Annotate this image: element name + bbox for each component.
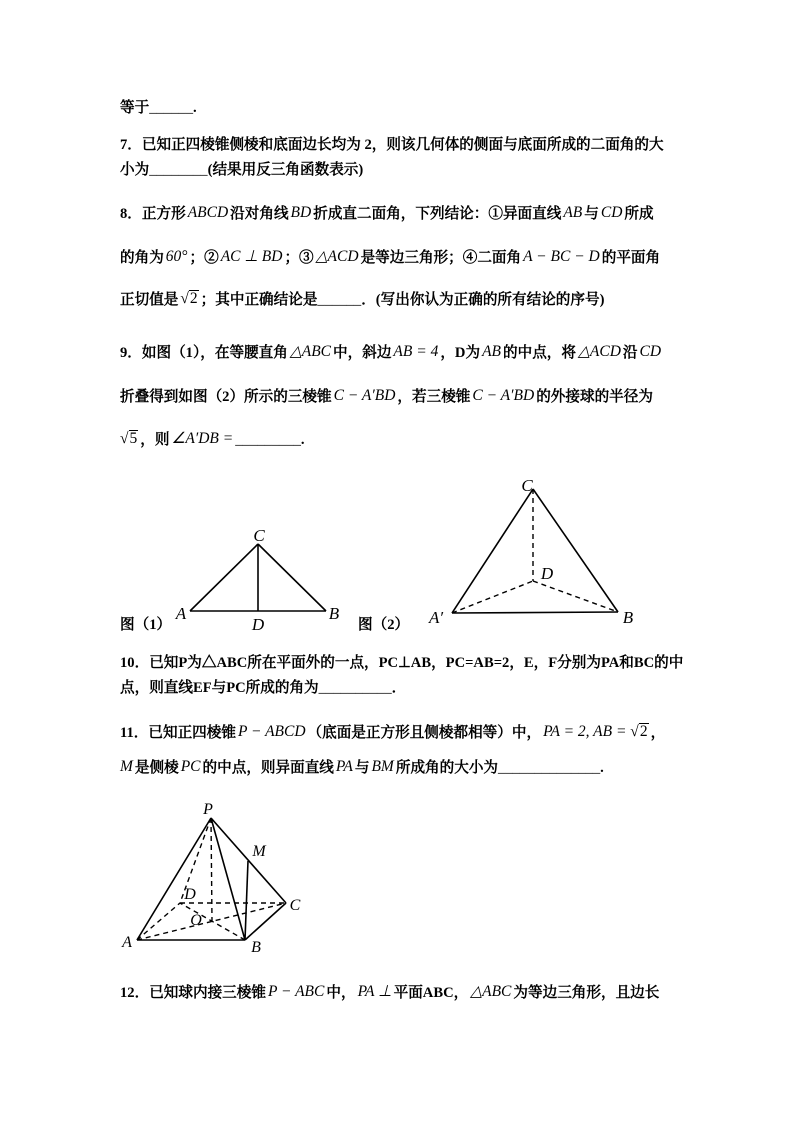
q9-math-triangle-abc: △ABC bbox=[289, 343, 332, 360]
q11-text: 所成角的大小为 bbox=[395, 760, 499, 776]
q8-text: 折成直二面角，下列结论：①异面直线 bbox=[313, 206, 562, 222]
q7-text: 7．已知正四棱锥侧棱和底面边长均为 2，则该几何体的侧面与底面所成的二面角的大 bbox=[120, 137, 664, 153]
fig2-label-c: C bbox=[521, 476, 533, 495]
fig1-edge-cb bbox=[258, 544, 326, 611]
q9-text: 的中点，将 bbox=[503, 345, 576, 361]
q12-math-triangle: △ABC bbox=[470, 983, 512, 1000]
q9-text: ，则 bbox=[140, 432, 170, 448]
fig2-caption: 图（2） bbox=[358, 617, 410, 633]
fig1-label-b: B bbox=[328, 604, 340, 623]
q12-text: 平面ABC， bbox=[393, 985, 469, 1001]
q9-math-pyramid: C − A′BD bbox=[333, 387, 396, 404]
fig2-edge-db bbox=[533, 581, 618, 612]
fig3-label-p: P bbox=[203, 801, 213, 818]
q11-text: （底面是正方形且侧棱都相等）中， bbox=[307, 725, 542, 741]
q9-text: ，D为 bbox=[440, 345, 481, 361]
prev-answer-blank: ______ bbox=[149, 100, 193, 116]
q7-note: (结果用反三角函数表示) bbox=[207, 162, 364, 178]
q11-math-m: M bbox=[120, 758, 133, 775]
fig1-edge-ca bbox=[190, 544, 258, 611]
q11-math-bm: BM bbox=[371, 758, 394, 775]
q11-text: 11．已知正四棱锥 bbox=[120, 725, 236, 741]
fig1-label-a: A bbox=[175, 604, 187, 623]
q11-math-pyramid: P − ABCD bbox=[237, 723, 306, 740]
q9-math-cd: CD bbox=[639, 343, 662, 360]
q12-math-pyramid: P − ABC bbox=[267, 983, 325, 1000]
q8-math-square: ABCD bbox=[187, 204, 229, 221]
q8-math-diagonal: BD bbox=[290, 204, 312, 221]
fig3-segment-bm bbox=[245, 861, 248, 940]
prev-period: . bbox=[192, 100, 197, 116]
sqrt-sign: √ bbox=[180, 290, 189, 307]
q9-text: 中，斜边 bbox=[333, 345, 392, 361]
q11-text: 是侧棱 bbox=[134, 760, 179, 776]
q9-math-hypotenuse: AB = 4 bbox=[393, 343, 439, 360]
q11-math-pa: PA bbox=[335, 758, 353, 775]
q12-math-perpendicular: PA ⊥ bbox=[357, 983, 392, 1000]
q12-text: 中， bbox=[326, 985, 356, 1001]
sqrt-sign: √ bbox=[120, 430, 129, 447]
q7-text: 小为 bbox=[120, 162, 150, 178]
q8-math-triangle: △ACD bbox=[315, 248, 359, 265]
q9-math-pyramid: C − A′BD bbox=[472, 387, 535, 404]
q9-answer-blank: _________ bbox=[235, 432, 301, 448]
q11-period: . bbox=[600, 760, 604, 776]
q8-text: ；其中正确结论是 bbox=[200, 292, 318, 308]
sqrt-radicand: 5 bbox=[129, 430, 138, 447]
figure-2-tetrahedron bbox=[428, 476, 634, 627]
q8-note: ．(写出你认为正确的所有结论的序号) bbox=[361, 292, 605, 308]
q9-text: ，若三棱锥 bbox=[397, 389, 471, 405]
q9-text: 折叠得到如图（2）所示的三棱锥 bbox=[120, 389, 332, 405]
fig2-edge-ab bbox=[452, 612, 618, 613]
fig2-label-b: B bbox=[622, 608, 634, 627]
fig3-label-a: A bbox=[122, 934, 132, 951]
q9-math-ab: AB bbox=[482, 343, 501, 360]
q8-text: 与 bbox=[584, 206, 599, 222]
sqrt-sign: √ bbox=[630, 723, 639, 740]
q11-text: 的中点，则异面直线 bbox=[202, 760, 334, 776]
fig3-label-b: B bbox=[251, 939, 261, 956]
q8-answer-blank: ______ bbox=[317, 292, 362, 308]
fig3-edge-bc bbox=[245, 903, 286, 940]
fig2-label-d: D bbox=[540, 564, 554, 583]
q8-text: 所成 bbox=[624, 206, 654, 222]
q11-text: 与 bbox=[354, 760, 370, 776]
q9-math-angle: ∠A′DB = bbox=[171, 430, 234, 447]
q8-math-ab: AB bbox=[563, 204, 583, 221]
q11-text: ， bbox=[650, 725, 666, 741]
fig2-edge-ca bbox=[452, 489, 533, 613]
q8-text: ；③ bbox=[284, 250, 314, 266]
q9-math-triangle-acd: △ACD bbox=[577, 343, 621, 360]
q10-answer-blank: __________ bbox=[318, 680, 392, 696]
q10-text: 点，则直线EF与PC所成的角为 bbox=[120, 680, 319, 696]
figure-1-triangle bbox=[175, 526, 340, 634]
q8-math-dihedral: A − BC − D bbox=[523, 248, 600, 265]
fig3-edge-po bbox=[211, 818, 212, 921]
prev-text: 等于 bbox=[120, 100, 150, 116]
q10-text: 10．已知P为△ABC所在平面外的一点，PC⊥AB，PC=AB=2，E，F分别为PA和BC的中 bbox=[120, 655, 684, 671]
q9-period: . bbox=[300, 432, 305, 448]
figure-3-pyramid bbox=[121, 801, 301, 956]
q9-text: 9．如图（1），在等腰直角 bbox=[120, 345, 288, 361]
fig2-edge-cb bbox=[533, 489, 618, 612]
q10-period: ． bbox=[391, 680, 407, 696]
q8-math-perpendicular: AC ⊥ BD bbox=[220, 248, 283, 265]
fig3-label-d: D bbox=[184, 886, 196, 903]
q12-text: 12．已知球内接三棱锥 bbox=[120, 985, 266, 1001]
fig3-label-o: O bbox=[190, 912, 202, 929]
fig1-caption: 图（1） bbox=[120, 617, 172, 633]
fig3-label-c: C bbox=[289, 897, 301, 914]
q12-text: 为等边三角形，且边长 bbox=[513, 985, 660, 1001]
sqrt-radicand: 2 bbox=[189, 290, 198, 307]
sqrt-radicand: 2 bbox=[639, 723, 648, 740]
q8-text: ；② bbox=[189, 250, 219, 266]
q11-math-lengths: PA = 2, AB = bbox=[543, 723, 631, 740]
q8-math-cd: CD bbox=[600, 204, 623, 221]
q11-math-pc: PC bbox=[180, 758, 201, 775]
fig1-label-c: C bbox=[253, 526, 265, 545]
q9-text: 的外接球的半径为 bbox=[536, 389, 653, 405]
q8-math-angle: 60° bbox=[165, 248, 188, 265]
q8-text: 是等边三角形；④二面角 bbox=[360, 250, 522, 266]
fig2-edge-ad bbox=[452, 581, 533, 613]
q7-answer-blank: ________ bbox=[149, 162, 208, 178]
q8-text: 的角为 bbox=[120, 250, 164, 266]
q8-text: 正切值是 bbox=[120, 292, 179, 308]
q8-text: 沿对角线 bbox=[230, 206, 289, 222]
fig2-label-a-prime: A′ bbox=[428, 608, 444, 627]
fig3-label-m: M bbox=[252, 843, 266, 860]
q9-text: 沿 bbox=[622, 345, 638, 361]
fig1-label-d: D bbox=[251, 615, 265, 634]
q8-text: 的平面角 bbox=[601, 250, 661, 266]
q8-text: 8．正方形 bbox=[120, 206, 186, 222]
q11-answer-blank: ______________ bbox=[498, 760, 601, 776]
